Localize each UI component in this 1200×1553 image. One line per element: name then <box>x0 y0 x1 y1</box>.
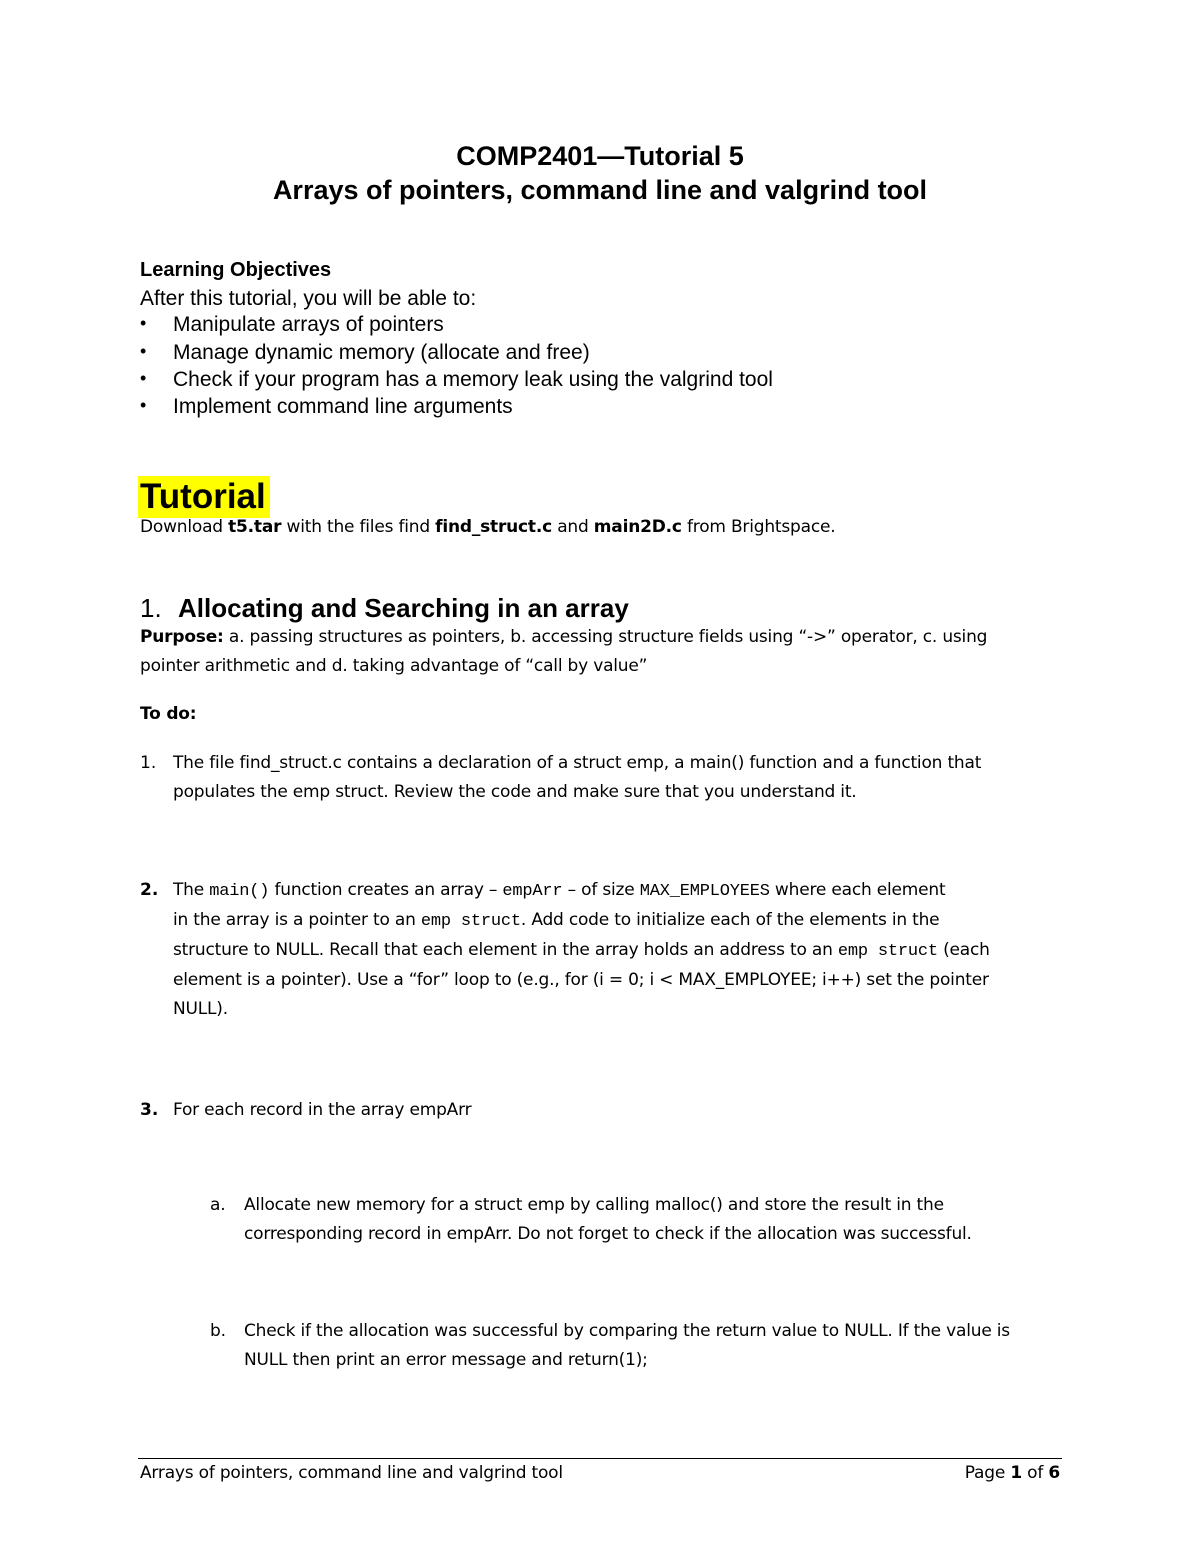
objective-text: Implement command line arguments <box>173 395 513 418</box>
step-text: function creates an array – <box>269 880 503 900</box>
substep-letter: b. <box>210 1321 226 1341</box>
bullet-icon: • <box>140 395 147 415</box>
download-instructions <box>140 517 835 537</box>
substep-a-text <box>244 1191 972 1249</box>
step-text: – of size <box>562 880 640 900</box>
purpose-label: Purpose: <box>140 627 224 647</box>
step-text: Check if the allocation was successful by comparing the return value to NULL. If the value is <box>244 1321 1010 1341</box>
tutorial-heading: Tutorial <box>138 476 270 518</box>
objective-text: Check if your program has a memory leak using the valgrind tool <box>173 368 773 391</box>
bullet-icon: • <box>140 313 147 333</box>
substep-b-text <box>244 1317 1010 1375</box>
footer-rule <box>138 1458 1062 1459</box>
step-text: Allocate new memory for a struct emp by calling malloc() and store the result in the <box>244 1195 944 1215</box>
step-2-text <box>173 876 990 1024</box>
step-text: element is a pointer). Use a “for” loop to (e.g., for (i = 0; i < MAX_EMPLOYEE; i++) set the pointer <box>173 970 989 990</box>
step-text: (each <box>937 940 990 960</box>
step-number: 3. <box>140 1100 159 1120</box>
code-text: emp struct <box>420 912 521 931</box>
step-text: NULL then print an error message and return(1); <box>244 1350 648 1370</box>
file-name: main2D.c <box>593 517 682 537</box>
substep-letter: a. <box>210 1195 226 1215</box>
step-number: 1. <box>140 753 157 773</box>
step-1-text <box>173 749 981 807</box>
step-3-text: For each record in the array empArr <box>173 1100 472 1120</box>
step-text: structure to NULL. Recall that each element in the array holds an address to an <box>173 940 838 960</box>
step-text: in the array is a pointer to an <box>173 910 421 930</box>
file-name: find_struct.c <box>435 517 552 537</box>
step-number: 2. <box>140 880 159 900</box>
objectives-heading: Learning Objectives <box>140 259 332 281</box>
todo-label: To do: <box>140 704 197 724</box>
page-label: of <box>1021 1463 1049 1483</box>
document-title: COMP2401—Tutorial 5 <box>456 141 744 171</box>
page-label: Page <box>964 1463 1011 1483</box>
document-subtitle: Arrays of pointers, command line and valgrind tool <box>272 175 928 205</box>
section-number: 1. <box>140 593 162 623</box>
step-text: corresponding record in empArr. Do not forget to check if the allocation was successful. <box>244 1224 972 1244</box>
step-text: The file find_struct.c contains a declaration of a struct emp, a main() function and a function that <box>173 753 982 773</box>
code-text: MAX_EMPLOYEES <box>639 882 770 901</box>
download-text: Download <box>140 517 229 537</box>
step-text: . Add code to initialize each of the elements in the <box>520 910 940 930</box>
step-text: populates the emp struct. Review the code and make sure that you understand it. <box>173 782 857 802</box>
step-text: The <box>173 880 210 900</box>
purpose-text: pointer arithmetic and d. taking advantage of “call by value” <box>140 656 648 676</box>
page-current: 1 <box>1010 1463 1022 1483</box>
objective-text: Manage dynamic memory (allocate and free) <box>173 341 590 364</box>
bullet-icon: • <box>140 341 147 361</box>
objectives-intro: After this tutorial, you will be able to: <box>140 287 477 310</box>
download-text: with the files find <box>281 517 436 537</box>
section-purpose <box>140 623 987 681</box>
code-text: empArr <box>502 882 563 901</box>
footer-title: Arrays of pointers, command line and valgrind tool <box>140 1463 563 1483</box>
objective-text: Manipulate arrays of pointers <box>173 313 444 336</box>
page-number <box>965 1463 1060 1483</box>
bullet-icon: • <box>140 368 147 388</box>
download-text: and <box>552 517 594 537</box>
code-text: emp struct <box>837 942 938 961</box>
download-text: from Brightspace. <box>681 517 836 537</box>
step-text: NULL). <box>173 999 228 1019</box>
section-heading: Allocating and Searching in an array <box>178 593 629 623</box>
step-text: where each element <box>769 880 946 900</box>
page-total: 6 <box>1048 1463 1060 1483</box>
purpose-text: a. passing structures as pointers, b. accessing structure fields using “->” operator, c. using <box>223 627 988 647</box>
code-text: main() <box>209 882 270 901</box>
file-name: t5.tar <box>228 517 282 537</box>
